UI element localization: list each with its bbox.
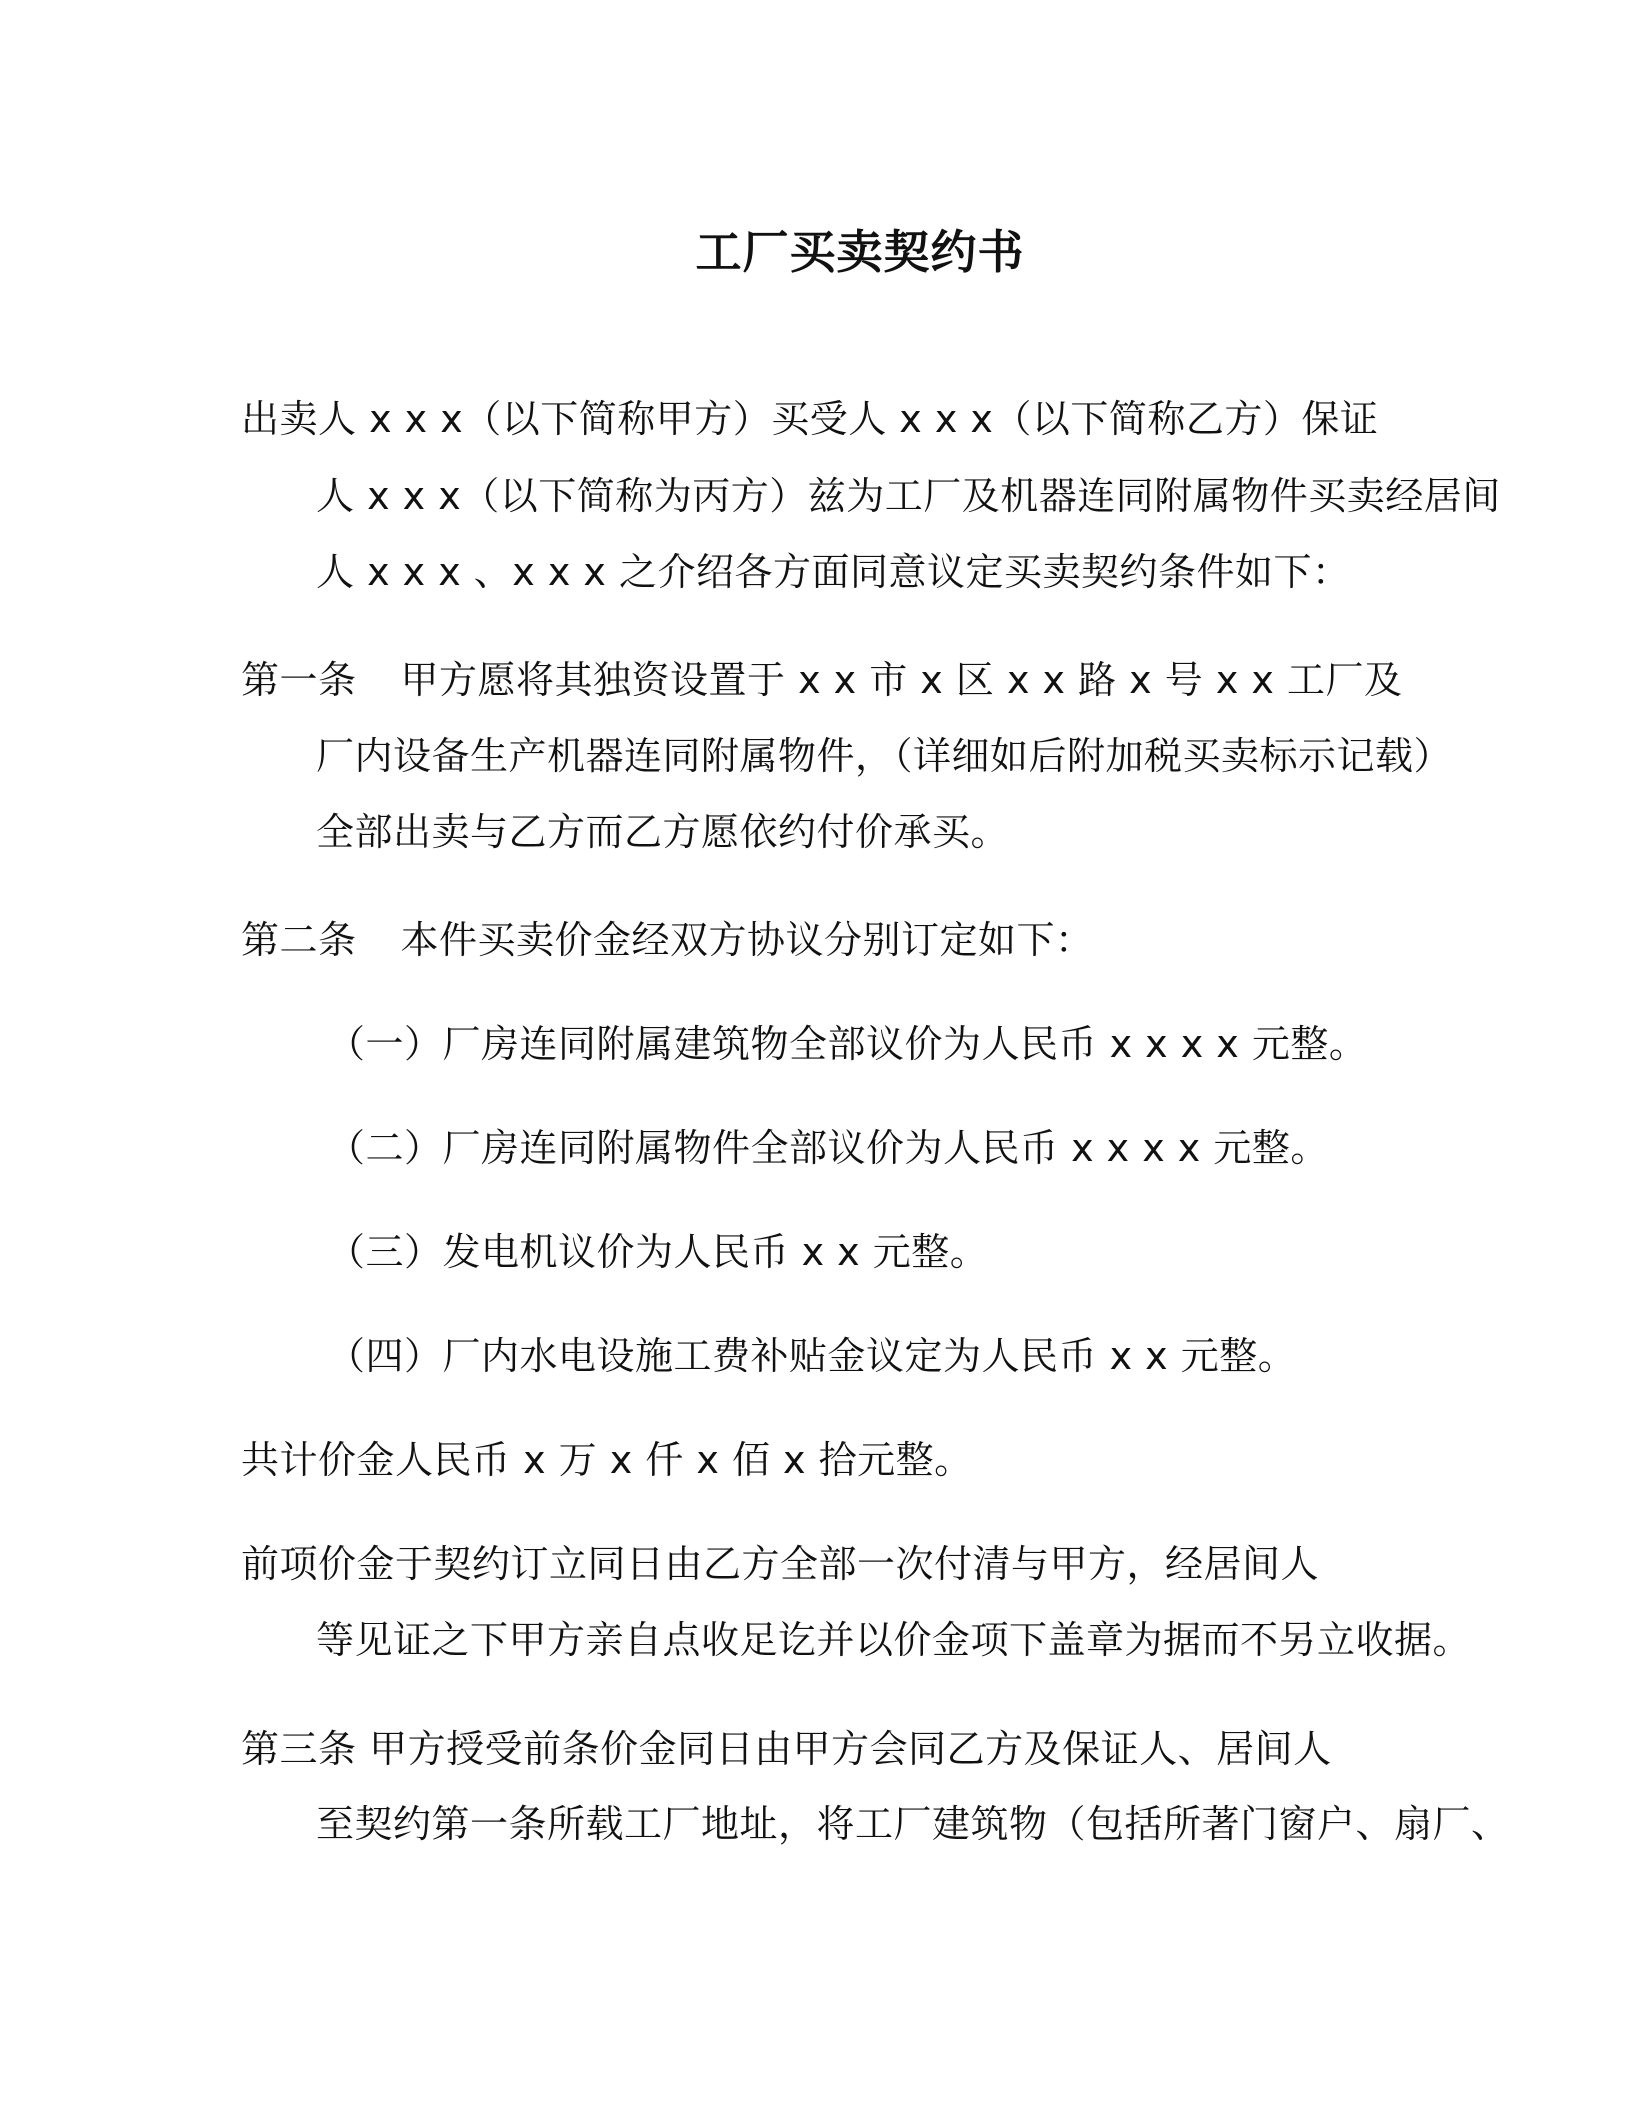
article-1-line-3: 全部出卖与乙方而乙方愿依约付价承买。: [316, 810, 1010, 854]
price-item-text: 厂房连同附属建筑物全部议价为人民币 x x x x 元整。: [442, 1022, 1368, 1066]
preamble-line-2: 人 x x x（以下简称为丙方）兹为工厂及机器连同附属物件买卖经居间: [316, 474, 1501, 518]
price-item-number: （三）: [327, 1230, 443, 1274]
article-1-line-1: [241, 654, 1402, 706]
price-item-4: [327, 1330, 1296, 1382]
article-3-line-1: 第三条 甲方授受前条价金同日由甲方会同乙方及保证人、居间人: [241, 1727, 1332, 1771]
price-item-text: 厂房连同附属物件全部议价为人民币 x x x x 元整。: [442, 1126, 1329, 1170]
price-item-number: （四）: [327, 1334, 443, 1378]
article-2-line-1: [241, 914, 1094, 966]
price-item-3: [327, 1226, 988, 1278]
payment-line-1: 前项价金于契约订立同日由乙方全部一次付清与甲方，经居间人: [241, 1542, 1320, 1586]
preamble-line-1: 出卖人 x x x（以下简称甲方）买受人 x x x（以下简称乙方）保证: [241, 397, 1379, 441]
payment-line-2: 等见证之下甲方亲自点收足讫并以价金项下盖章为据而不另立收据。: [316, 1618, 1472, 1662]
total-price: 共计价金人民币 x 万 x 仟 x 佰 x 拾元整。: [241, 1438, 973, 1482]
article-1-label: 第一条: [241, 658, 357, 702]
price-item-text: 发电机议价为人民币 x x 元整。: [442, 1230, 989, 1274]
price-item-1: [327, 1018, 1367, 1070]
article-3-line-2: 至契约第一条所载工厂地址，将工厂建筑物（包括所著门窗户、扇厂、: [316, 1802, 1510, 1846]
price-item-number: （二）: [327, 1126, 443, 1170]
price-item-2: [327, 1122, 1329, 1174]
article-1-text: 甲方愿将其独资设置于 x x 市 x 区 x x 路 x 号 x x 工厂及: [400, 658, 1403, 702]
price-item-number: （一）: [327, 1022, 443, 1066]
article-1-line-2: 厂内设备生产机器连同附属物件，（详细如后附加税买卖标示记载）: [316, 734, 1453, 778]
price-item-text: 厂内水电设施工费补贴金议定为人民币 x x 元整。: [442, 1334, 1297, 1378]
document-title: 工厂买卖契约书: [695, 225, 1025, 279]
article-2-text: 本件买卖价金经双方协议分别订定如下：: [400, 918, 1094, 962]
preamble-line-3: 人 x x x 、x x x 之介绍各方面同意议定买卖契约条件如下：: [316, 550, 1351, 594]
article-2-label: 第二条: [241, 918, 357, 962]
